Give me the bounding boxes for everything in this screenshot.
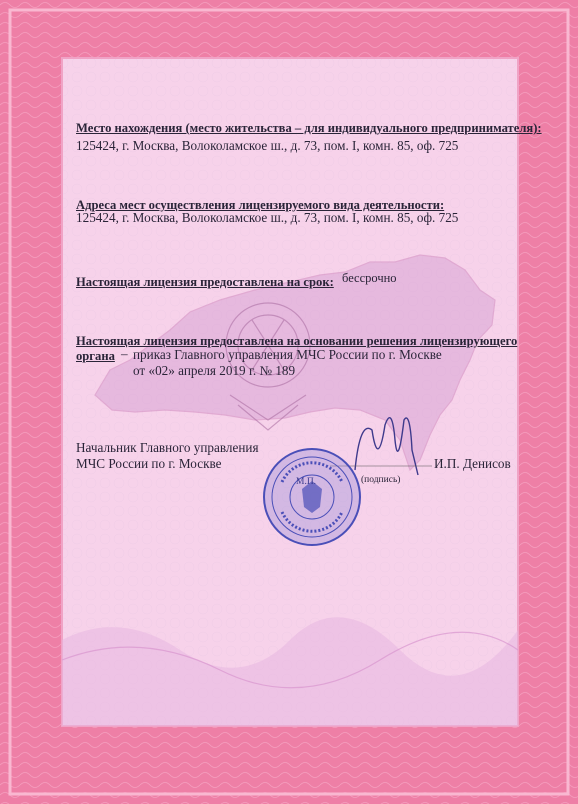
activity-places-heading: Адреса мест осуществления лицензируемого вида деятельности: [76, 198, 445, 212]
basis-dash: – [121, 346, 128, 361]
signatory-title-line2: МЧС России по г. Москве [76, 456, 222, 471]
signatory-title-line1: Начальник Главного управления [76, 440, 259, 455]
location-heading: Место нахождения (место жительства – для индивидуального предпринимателя): [76, 121, 542, 135]
stamp-caption: М.П. [296, 477, 317, 487]
location-address: 125424, г. Москва, Волоколамское ш., д. 73, пом. I, комн. 85, оф. 725 [76, 138, 459, 153]
official-seal [264, 449, 360, 545]
signature-caption: (подпись) [361, 475, 401, 485]
term-heading: Настоящая лицензия предоставлена на срок: [76, 275, 334, 289]
term-value: бессрочно [342, 271, 397, 285]
basis-order-line2: от «02» апреля 2019 г. № 189 [133, 363, 296, 378]
basis-order-line1: приказ Главного управления МЧС России по г. Москве [133, 347, 442, 362]
signatory-name: И.П. Денисов [434, 456, 511, 471]
basis-heading-line1: Настоящая лицензия предоставлена на основании решения лицензирующего [76, 334, 518, 348]
basis-heading-line2: органа [76, 349, 115, 363]
activity-places-address: 125424, г. Москва, Волоколамское ш., д. 73, пом. I, комн. 85, оф. 725 [76, 210, 459, 225]
